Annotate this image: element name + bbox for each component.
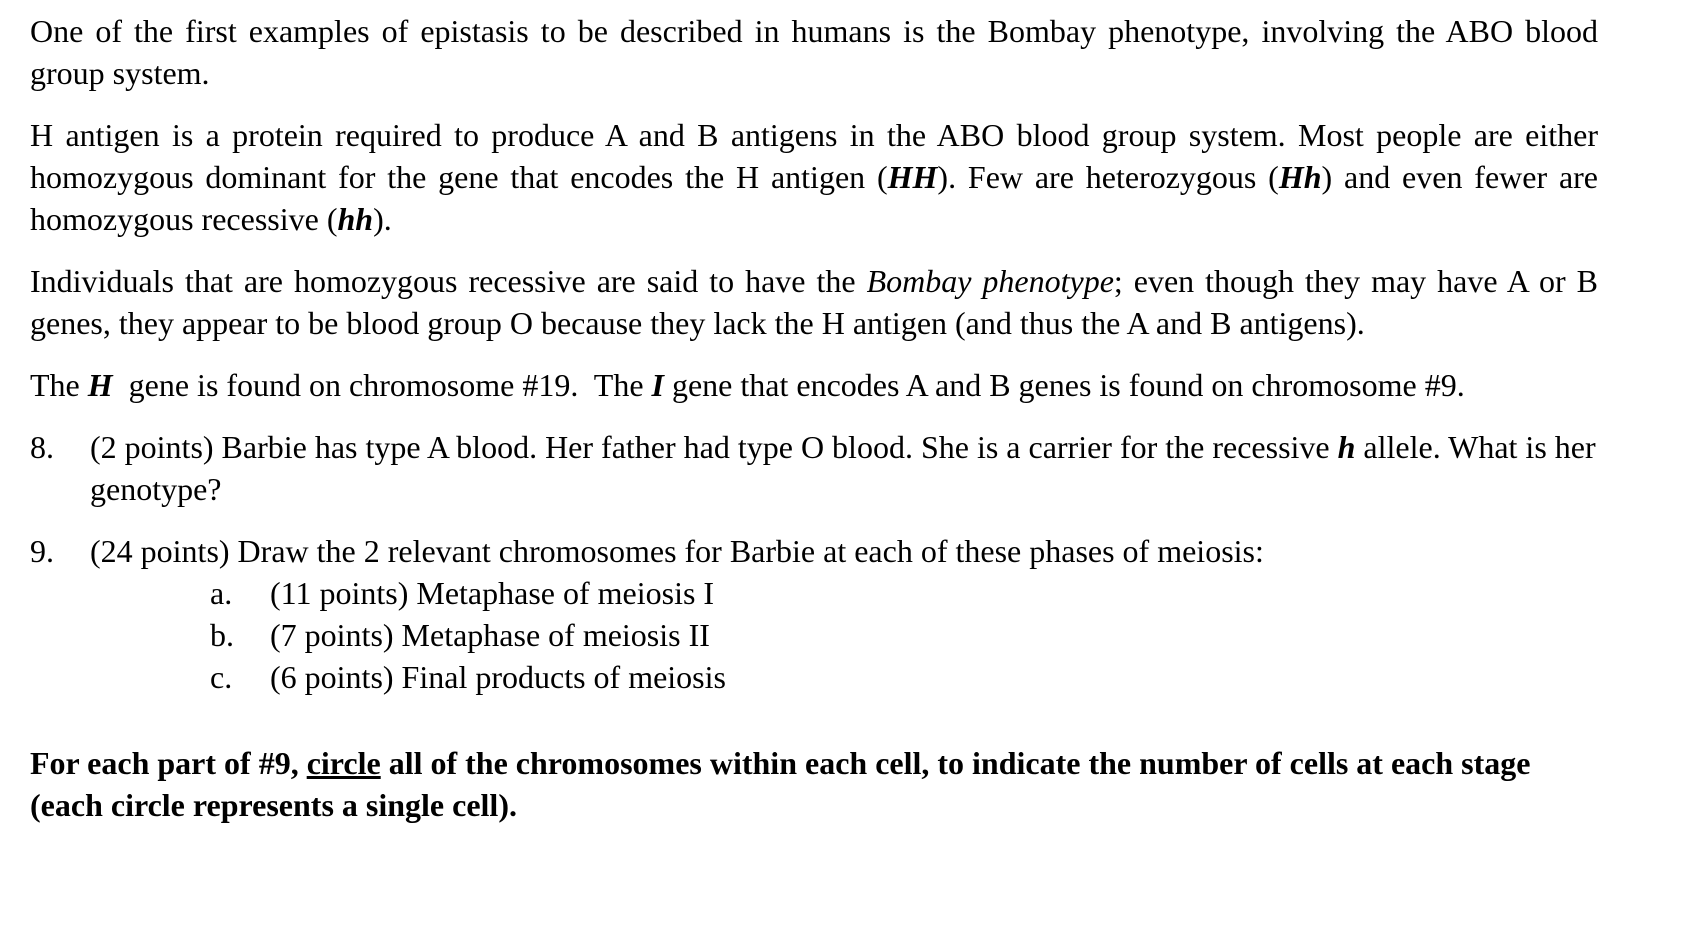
part-b-letter: b.	[210, 617, 234, 653]
question-8	[30, 426, 1598, 510]
h-antigen-paragraph	[30, 114, 1598, 240]
part-a-letter: a.	[210, 575, 233, 611]
question-9-number: 9.	[30, 533, 54, 569]
allele-h: h	[1337, 429, 1356, 465]
h-antigen-text-4: ).	[373, 201, 392, 237]
note-circle-word: circle	[306, 745, 381, 781]
question-9-part-a	[30, 572, 1598, 614]
question-9	[30, 530, 1598, 572]
intro-text: One of the first examples of epistasis to be described in humans is the Bombay phenotype, involving the ABO blood group system.	[30, 13, 1598, 91]
part-c-text: (6 points) Final products of meiosis	[270, 659, 726, 695]
question-9-part-b	[30, 614, 1598, 656]
part-b-text: (7 points) Metaphase of meiosis II	[270, 617, 710, 653]
bombay-text-2: ; even though they may have A or B genes, they appear to be blood group O because they lack the H antigen (and thus the A and B antigens).	[30, 263, 1599, 341]
bombay-text-1: Individuals that are homozygous recessive are said to have the	[30, 263, 867, 299]
intro-paragraph	[30, 10, 1598, 94]
instruction-note	[30, 742, 1598, 826]
document-page	[30, 10, 1598, 846]
question-9-part-c	[30, 656, 1598, 698]
gene-I: I	[651, 367, 664, 403]
chromosome-paragraph	[30, 364, 1598, 406]
bombay-term: Bombay phenotype	[866, 263, 1114, 299]
question-9-text: (24 points) Draw the 2 relevant chromosomes for Barbie at each of these phases of meiosis:	[90, 533, 1264, 569]
genotype-Hh: Hh	[1278, 159, 1322, 195]
h-antigen-text-2: ). Few are heterozygous (	[937, 159, 1279, 195]
question-8-text: (2 points) Barbie has type A blood. Her father had type O blood. She is a carrier for the recessive	[90, 429, 1338, 465]
question-8-number: 8.	[30, 429, 54, 465]
part-c-letter: c.	[210, 659, 233, 695]
chromosome-text-2: gene is found on chromosome #19. The	[112, 367, 652, 403]
h-antigen-text-1: H antigen is a protein required to produce A and B antigens in the ABO blood group system. Most people are either homozygous dominant for the gene that encodes the H antigen (	[30, 117, 1598, 195]
part-a-text: (11 points) Metaphase of meiosis I	[270, 575, 715, 611]
note-text-2: all of the chromosomes within each cell, to indicate the number of cells at each stage (each circle represents a single cell).	[30, 745, 1531, 823]
note-text-1: For each part of #9,	[30, 745, 307, 781]
chromosome-text-3: gene that encodes A and B genes is found on chromosome #9.	[663, 367, 1465, 403]
chromosome-text-1: The	[30, 367, 88, 403]
h-antigen-text-3: ) and even fewer are homozygous recessive (	[30, 159, 1599, 237]
genotype-hh: hh	[337, 201, 374, 237]
bombay-paragraph	[30, 260, 1598, 344]
genotype-HH: HH	[887, 159, 938, 195]
gene-H: H	[87, 367, 113, 403]
question-8-text-end: allele. What is her genotype?	[90, 429, 1596, 507]
